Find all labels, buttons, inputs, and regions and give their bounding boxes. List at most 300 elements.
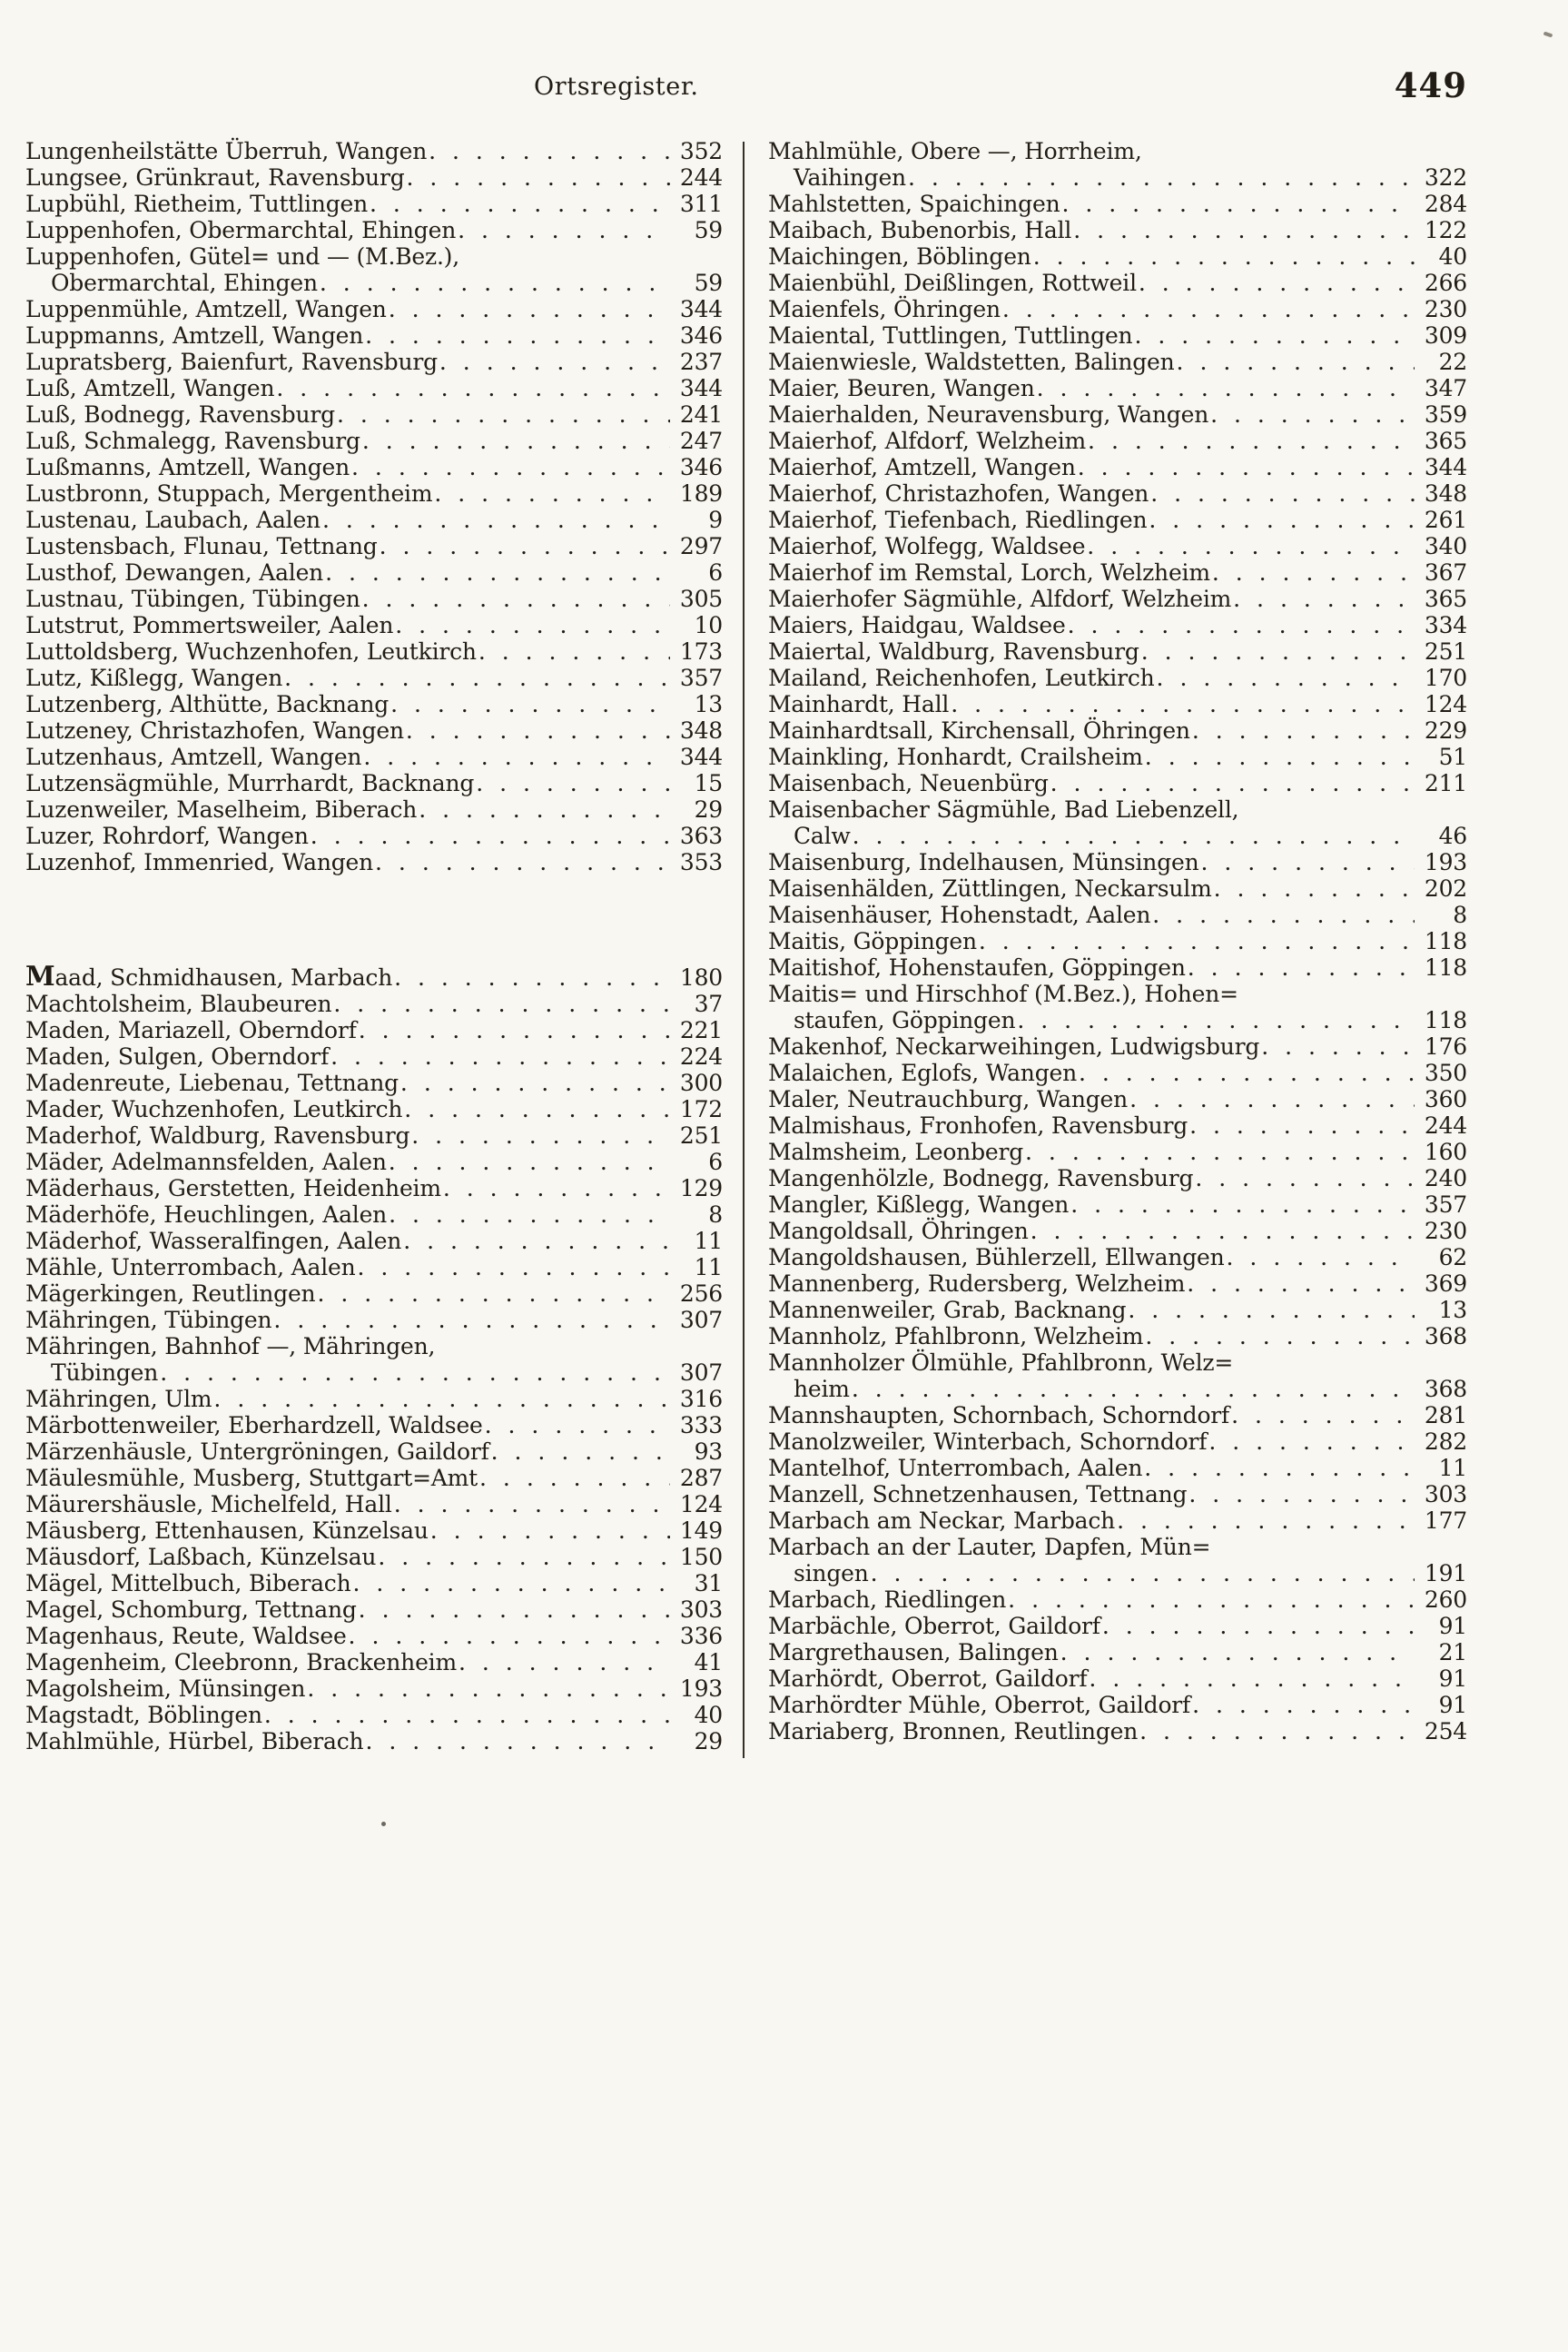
index-entry-row — [768, 1692, 1467, 1718]
dot-leader — [403, 1228, 670, 1254]
entry-name: Manzell, Schnetzenhausen, Tettnang — [768, 1481, 1188, 1507]
index-entry-row — [768, 1586, 1467, 1613]
index-entry-row — [25, 1649, 723, 1675]
dot-leader — [307, 1675, 670, 1702]
entry-page-number: 333 — [679, 1412, 723, 1438]
index-entry-row — [25, 1465, 723, 1491]
dot-leader — [389, 296, 670, 322]
index-entry-row — [768, 1218, 1467, 1244]
entry-name: staufen, Göppingen — [794, 1007, 1016, 1033]
dot-leader — [284, 665, 670, 691]
entry-page-number: 176 — [1424, 1033, 1467, 1060]
entry-page-number: 46 — [1438, 823, 1467, 849]
index-entry-row — [25, 1333, 723, 1359]
dot-leader — [1195, 1165, 1415, 1191]
dot-leader — [1079, 1060, 1415, 1086]
entry-name: Maiers, Haidgau, Waldsee — [768, 612, 1066, 638]
entry-page-number: 224 — [679, 1043, 723, 1070]
index-entry-row — [25, 428, 723, 454]
entry-name: Märzenhäusle, Untergröningen, Gaildorf — [25, 1438, 489, 1465]
entry-name: Maderhof, Waldburg, Ravensburg — [25, 1122, 410, 1149]
index-entry-row — [25, 1702, 723, 1728]
index-entry-row — [768, 586, 1467, 612]
index-column-left — [25, 138, 723, 1754]
index-entry-row — [25, 586, 723, 612]
index-entry-row — [768, 375, 1467, 401]
entry-name: Lutzenhaus, Amtzell, Wangen — [25, 744, 362, 770]
dot-leader — [389, 1149, 670, 1175]
dot-leader — [1261, 1033, 1415, 1060]
entry-page-number: 229 — [1424, 717, 1467, 744]
entry-page-number: 311 — [679, 191, 723, 217]
index-entry-row — [768, 243, 1467, 270]
entry-name: Mähringen, Bahnhof —, Mähringen, — [25, 1333, 436, 1359]
entry-name: Luppenmühle, Amtzell, Wangen — [25, 296, 387, 322]
entry-name: Maden, Mariazell, Oberndorf — [25, 1017, 357, 1043]
entry-name: Maierhof im Remstal, Lorch, Welzheim — [768, 559, 1210, 586]
entry-page-number: 6 — [708, 559, 723, 586]
entry-page-number: 369 — [1424, 1270, 1467, 1297]
entry-page-number: 160 — [1424, 1139, 1467, 1165]
running-head — [25, 65, 1467, 111]
dot-leader — [459, 1649, 670, 1675]
index-entry-row — [768, 902, 1467, 928]
entry-page-number: 244 — [1424, 1112, 1467, 1139]
index-entry-row — [25, 744, 723, 770]
scan-speck — [381, 1822, 386, 1826]
entry-name: Mailand, Reichenhofen, Leutkirch — [768, 665, 1155, 691]
entry-page-number: 334 — [1424, 612, 1467, 638]
entry-page-number: 346 — [679, 322, 723, 349]
entry-name: Lungenheilstätte Überruh, Wangen — [25, 138, 428, 164]
entry-name: Mäusdorf, Laßbach, Künzelsau — [25, 1544, 377, 1570]
entry-name: Mähringen, Ulm — [25, 1386, 212, 1412]
entry-page-number: 284 — [1424, 191, 1467, 217]
entry-page-number: 241 — [679, 401, 723, 428]
index-section-block — [25, 138, 723, 875]
entry-name: Maad, Schmidhausen, Marbach — [25, 960, 393, 992]
entry-page-number: 221 — [679, 1017, 723, 1043]
dot-leader — [1087, 533, 1415, 559]
entry-page-number: 150 — [679, 1544, 723, 1570]
index-entry-row — [25, 1438, 723, 1465]
entry-name: Luzenweiler, Maselheim, Biberach — [25, 796, 418, 823]
entry-name: Mannenberg, Rudersberg, Welzheim — [768, 1270, 1186, 1297]
entry-page-number: 29 — [694, 796, 723, 823]
entry-page-number: 307 — [679, 1307, 723, 1333]
index-column-right — [768, 138, 1467, 1744]
entry-name: Lungsee, Grünkraut, Ravensburg — [25, 164, 405, 191]
entry-page-number: 124 — [679, 1491, 723, 1517]
index-entry-row — [768, 849, 1467, 875]
entry-name: Lußmanns, Amtzell, Wangen — [25, 454, 350, 480]
index-entry-row — [768, 823, 1467, 849]
index-entry-row — [768, 454, 1467, 480]
entry-name: Mangoldsall, Öhringen — [768, 1218, 1029, 1244]
index-entry-row — [768, 164, 1467, 191]
entry-name: Lustenau, Laubach, Aalen — [25, 507, 321, 533]
entry-name: Lutz, Kißlegg, Wangen — [25, 665, 283, 691]
entry-name: Maisenbacher Sägmühle, Bad Liebenzell, — [768, 796, 1239, 823]
index-entry-row — [768, 1428, 1467, 1455]
entry-page-number: 297 — [679, 533, 723, 559]
entry-name: Mahlstetten, Spaichingen — [768, 191, 1060, 217]
entry-name: Lutzenberg, Althütte, Backnang — [25, 691, 390, 717]
entry-page-number: 365 — [1424, 586, 1467, 612]
entry-page-number: 11 — [694, 1254, 723, 1280]
scan-speck — [1543, 32, 1553, 38]
entry-page-number: 365 — [1424, 428, 1467, 454]
entry-page-number: 352 — [679, 138, 723, 164]
dot-leader — [1187, 1270, 1415, 1297]
dot-leader — [951, 691, 1415, 717]
dot-leader — [365, 1728, 670, 1754]
entry-name: Mainkling, Honhardt, Crailsheim — [768, 744, 1143, 770]
entry-page-number: 193 — [1424, 849, 1467, 875]
dot-leader — [411, 1122, 670, 1149]
index-entry-row — [768, 217, 1467, 243]
entry-page-number: 29 — [694, 1728, 723, 1754]
index-entry-row — [25, 401, 723, 428]
entry-name: Maierhalden, Neuravensburg, Wangen — [768, 401, 1209, 428]
entry-name: Magenheim, Cleebronn, Brackenheim — [25, 1649, 457, 1675]
dot-leader — [375, 849, 670, 875]
dot-leader — [1192, 1692, 1415, 1718]
entry-name: singen — [794, 1560, 869, 1586]
entry-name: Mäulesmühle, Musberg, Stuttgart=Amt — [25, 1465, 478, 1491]
index-entry-row — [768, 1060, 1467, 1086]
index-entry-row — [25, 296, 723, 322]
entry-page-number: 211 — [1424, 770, 1467, 796]
index-entry-row — [768, 1376, 1467, 1402]
index-entry-row — [768, 717, 1467, 744]
dot-leader — [1134, 322, 1415, 349]
entry-page-number: 191 — [1424, 1560, 1467, 1586]
index-entry-row — [25, 1596, 723, 1623]
index-entry-row — [25, 849, 723, 875]
index-entry-row — [25, 243, 723, 270]
entry-name: Lustensbach, Flunau, Tettnang — [25, 533, 378, 559]
entry-page-number: 353 — [679, 849, 723, 875]
entry-name: Maienfels, Öhringen — [768, 296, 1001, 322]
entry-page-number: 118 — [1424, 954, 1467, 981]
entry-name: Maibach, Bubenorbis, Hall — [768, 217, 1072, 243]
dot-leader — [1033, 243, 1415, 270]
dot-leader — [1177, 349, 1415, 375]
dot-leader — [1139, 1718, 1415, 1744]
entry-name: Luzer, Rohrdorf, Wangen — [25, 823, 309, 849]
dot-leader — [429, 138, 670, 164]
index-entry-row — [768, 1507, 1467, 1534]
index-entry-row — [768, 1191, 1467, 1218]
dot-leader — [358, 1254, 670, 1280]
entry-page-number: 6 — [708, 1149, 723, 1175]
index-entry-row — [768, 665, 1467, 691]
entry-name: Maienbühl, Deißlingen, Rottweil — [768, 270, 1137, 296]
entry-page-number: 357 — [1424, 1191, 1467, 1218]
index-entry-row — [25, 1491, 723, 1517]
dot-leader — [1025, 1139, 1415, 1165]
index-entry-row — [768, 270, 1467, 296]
dot-leader — [443, 1175, 670, 1201]
dot-leader — [1070, 1191, 1415, 1218]
dot-leader — [1157, 665, 1415, 691]
index-entry-row — [768, 1718, 1467, 1744]
index-entry-row — [768, 401, 1467, 428]
entry-page-number: 368 — [1424, 1323, 1467, 1349]
index-entry-row — [25, 691, 723, 717]
entry-name: Lupratsberg, Baienfurt, Ravensburg — [25, 349, 438, 375]
dot-leader — [1145, 744, 1415, 770]
entry-page-number: 59 — [694, 270, 723, 296]
entry-page-number: 193 — [679, 1675, 723, 1702]
dot-leader — [1073, 217, 1415, 243]
index-entry-row — [768, 691, 1467, 717]
entry-name: Mangler, Kißlegg, Wangen — [768, 1191, 1070, 1218]
entry-page-number: 202 — [1424, 875, 1467, 902]
index-entry-row — [25, 1570, 723, 1596]
entry-name: Mäderhof, Wasseralfingen, Aalen — [25, 1228, 402, 1254]
index-entry-row — [25, 1017, 723, 1043]
entry-page-number: 244 — [679, 164, 723, 191]
entry-page-number: 237 — [679, 349, 723, 375]
entry-name: Luppenhofen, Obermarchtal, Ehingen — [25, 217, 457, 243]
entry-name: Makenhof, Neckarweihingen, Ludwigsburg — [768, 1033, 1260, 1060]
dot-leader — [908, 164, 1415, 191]
column-divider-rule — [743, 142, 745, 1758]
entry-page-number: 367 — [1424, 559, 1467, 586]
dot-leader — [1227, 1244, 1415, 1270]
index-entry-row — [25, 1307, 723, 1333]
entry-page-number: 230 — [1424, 296, 1467, 322]
index-entry-row — [768, 1402, 1467, 1428]
index-entry-row — [768, 1112, 1467, 1139]
entry-name: Mainhardt, Hall — [768, 691, 950, 717]
dot-leader — [1061, 191, 1415, 217]
index-entry-row — [768, 191, 1467, 217]
entry-page-number: 129 — [679, 1175, 723, 1201]
index-entry-row — [25, 270, 723, 296]
entry-name: Magel, Schomburg, Tettnang — [25, 1596, 357, 1623]
index-entry-row — [768, 1323, 1467, 1349]
entry-name: Mähringen, Tübingen — [25, 1307, 272, 1333]
entry-page-number: 180 — [679, 964, 723, 991]
index-entry-row — [25, 1623, 723, 1649]
dot-leader — [160, 1359, 670, 1386]
entry-name: Maitis, Göppingen — [768, 928, 977, 954]
dot-leader — [1008, 1586, 1415, 1613]
entry-page-number: 359 — [1424, 401, 1467, 428]
dot-leader — [479, 1465, 670, 1491]
dot-leader — [1117, 1507, 1415, 1534]
index-entry-row — [25, 1280, 723, 1307]
entry-page-number: 8 — [708, 1201, 723, 1228]
entry-page-number: 91 — [1438, 1692, 1467, 1718]
entry-page-number: 21 — [1438, 1639, 1467, 1665]
entry-page-number: 347 — [1424, 375, 1467, 401]
dot-leader — [439, 349, 670, 375]
dot-leader — [406, 717, 670, 744]
dot-leader — [979, 928, 1415, 954]
entry-page-number: 251 — [679, 1122, 723, 1149]
dot-leader — [1149, 507, 1415, 533]
entry-name: Mannenweiler, Grab, Backnang — [768, 1297, 1127, 1323]
entry-name: Machtolsheim, Blaubeuren — [25, 991, 332, 1017]
dot-leader — [330, 1043, 670, 1070]
index-entry-row — [768, 1481, 1467, 1507]
index-entry-row — [25, 375, 723, 401]
index-entry-row — [768, 296, 1467, 322]
index-entry-row — [768, 744, 1467, 770]
index-section-block — [768, 138, 1467, 1744]
index-entry-row — [768, 1639, 1467, 1665]
entry-name: Maierhofer Sägmühle, Alfdorf, Welzheim — [768, 586, 1232, 612]
index-entry-row — [25, 1043, 723, 1070]
entry-page-number: 363 — [679, 823, 723, 849]
entry-name: Manolzweiler, Winterbach, Schorndorf — [768, 1428, 1208, 1455]
dot-leader — [852, 1376, 1415, 1402]
entry-name: Luttoldsberg, Wuchzenhofen, Leutkirch — [25, 638, 477, 665]
entry-page-number: 350 — [1424, 1060, 1467, 1086]
index-entry-row — [768, 1297, 1467, 1323]
entry-page-number: 22 — [1438, 349, 1467, 375]
dot-leader — [485, 1412, 670, 1438]
index-entry-row — [25, 770, 723, 796]
entry-page-number: 13 — [1438, 1297, 1467, 1323]
entry-page-number: 91 — [1438, 1665, 1467, 1692]
dot-leader — [349, 1623, 670, 1649]
index-entry-row — [25, 1254, 723, 1280]
dot-leader — [1188, 1481, 1415, 1507]
index-entry-row — [25, 1096, 723, 1122]
dot-leader — [491, 1438, 670, 1465]
index-entry-row — [768, 428, 1467, 454]
entry-name: Calw — [794, 823, 851, 849]
dot-leader — [320, 270, 670, 296]
index-entry-row — [25, 1070, 723, 1096]
entry-name: Vaihingen — [794, 164, 906, 191]
entry-name: heim — [794, 1376, 850, 1402]
index-entry-row — [25, 1517, 723, 1544]
entry-name: Maierhof, Christazhofen, Wangen — [768, 480, 1149, 507]
entry-page-number: 266 — [1424, 270, 1467, 296]
entry-name: Magenhaus, Reute, Waldsee — [25, 1623, 347, 1649]
entry-page-number: 9 — [708, 507, 723, 533]
entry-name: Lutzensägmühle, Murrhardt, Backnang — [25, 770, 475, 796]
index-entry-row — [25, 1728, 723, 1754]
index-entry-row — [25, 322, 723, 349]
entry-page-number: 10 — [694, 612, 723, 638]
entry-page-number: 303 — [679, 1596, 723, 1623]
index-entry-row — [25, 1201, 723, 1228]
index-entry-row — [25, 823, 723, 849]
index-entry-row — [768, 981, 1467, 1007]
dot-leader — [458, 217, 670, 243]
dot-leader — [273, 1307, 670, 1333]
entry-name: Mangoldshausen, Bühlerzell, Ellwangen — [768, 1244, 1225, 1270]
index-entry-row — [25, 1359, 723, 1386]
entry-name: Mägel, Mittelbuch, Biberach — [25, 1570, 351, 1596]
entry-name: Magolsheim, Münsingen — [25, 1675, 306, 1702]
entry-name: Maierhof, Tiefenbach, Riedlingen — [768, 507, 1148, 533]
entry-name: Luß, Amtzell, Wangen — [25, 375, 275, 401]
entry-name: Mäusberg, Ettenhausen, Künzelsau — [25, 1517, 429, 1544]
dot-leader — [322, 507, 670, 533]
index-entry-row — [768, 770, 1467, 796]
index-entry-row — [768, 1165, 1467, 1191]
entry-page-number: 62 — [1438, 1244, 1467, 1270]
entry-name: Marbach, Riedlingen — [768, 1586, 1007, 1613]
entry-page-number: 344 — [1424, 454, 1467, 480]
dot-leader — [359, 1596, 670, 1623]
index-entry-row — [768, 928, 1467, 954]
dot-leader — [419, 796, 670, 823]
index-entry-row — [25, 533, 723, 559]
index-entry-row — [768, 138, 1467, 164]
entry-page-number: 41 — [694, 1649, 723, 1675]
entry-page-number: 348 — [679, 717, 723, 744]
dot-leader — [1089, 1665, 1415, 1692]
index-entry-row — [768, 1086, 1467, 1112]
entry-page-number: 40 — [1438, 243, 1467, 270]
entry-page-number: 8 — [1453, 902, 1467, 928]
entry-name: Mahlmühle, Hürbel, Biberach — [25, 1728, 364, 1754]
index-entry-row — [25, 991, 723, 1017]
entry-page-number: 118 — [1424, 1007, 1467, 1033]
dot-leader — [389, 1201, 670, 1228]
entry-page-number: 11 — [694, 1228, 723, 1254]
index-entry-row — [768, 954, 1467, 981]
entry-name: Märbottenweiler, Eberhardzell, Waldsee — [25, 1412, 483, 1438]
dot-leader — [365, 322, 670, 349]
entry-page-number: 340 — [1424, 533, 1467, 559]
dot-leader — [380, 533, 670, 559]
index-entry-row — [768, 612, 1467, 638]
dot-leader — [1212, 559, 1415, 586]
entry-name: Obermarchtal, Ehingen — [51, 270, 318, 296]
dot-leader — [1129, 1086, 1415, 1112]
entry-name: Marbach am Neckar, Marbach — [768, 1507, 1116, 1534]
entry-name: Maiertal, Waldburg, Ravensburg — [768, 638, 1139, 665]
entry-name: Maisenhälden, Züttlingen, Neckarsulm — [768, 875, 1212, 902]
dot-leader — [394, 964, 670, 991]
entry-page-number: 348 — [1424, 480, 1467, 507]
entry-page-number: 368 — [1424, 1376, 1467, 1402]
entry-name: Maienwiesle, Waldstetten, Balingen — [768, 349, 1175, 375]
index-entry-row — [25, 638, 723, 665]
entry-name: Malaichen, Eglofs, Wangen — [768, 1060, 1077, 1086]
entry-name: Luß, Schmalegg, Ravensburg — [25, 428, 360, 454]
entry-page-number: 322 — [1424, 164, 1467, 191]
entry-name: Luppenhofen, Gütel= und — (M.Bez.), — [25, 243, 459, 270]
index-entry-row — [25, 1386, 723, 1412]
index-entry-row — [768, 638, 1467, 665]
index-entry-row — [25, 349, 723, 375]
entry-name: Luzenhof, Immenried, Wangen — [25, 849, 374, 875]
index-entry-row — [768, 349, 1467, 375]
dot-leader — [317, 1280, 670, 1307]
entry-page-number: 11 — [1438, 1455, 1467, 1481]
entry-page-number: 282 — [1424, 1428, 1467, 1455]
index-entry-row — [768, 1033, 1467, 1060]
entry-page-number: 305 — [679, 586, 723, 612]
dot-leader — [1152, 902, 1415, 928]
entry-name: Lupbühl, Rietheim, Tuttlingen — [25, 191, 369, 217]
index-entry-row — [25, 480, 723, 507]
index-entry-row — [768, 1139, 1467, 1165]
entry-page-number: 51 — [1438, 744, 1467, 770]
index-entry-row — [768, 1613, 1467, 1639]
